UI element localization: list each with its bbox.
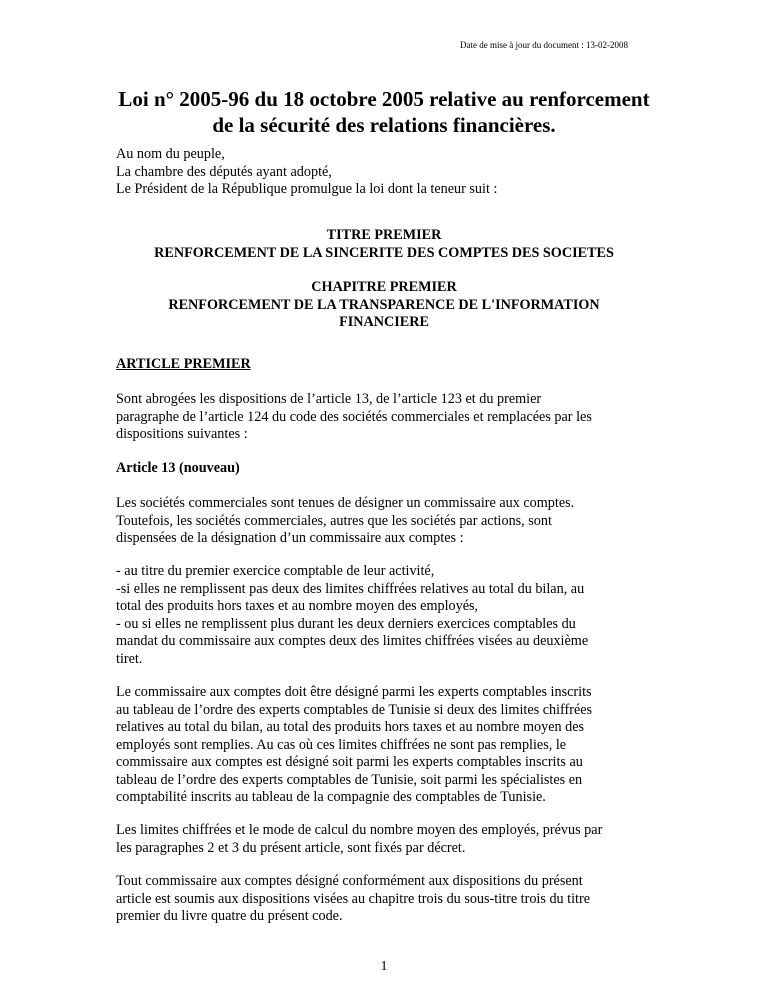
paragraph-4 [116,684,656,807]
text-line: - ou si elles ne remplissent plus durant les deux derniers exercices comptables du [116,615,576,632]
text-line: article est soumis aux dispositions visées au chapitre trois du sous-titre trois du titre [116,890,591,907]
chapitre-line: FINANCIERE [339,314,429,330]
text-line: -si elles ne remplissent pas deux des limites chiffrées relatives au total du bilan, au [116,580,585,597]
update-date: Date de mise à jour du document : 13-02-2008 [460,40,628,50]
sub-article-heading: Article 13 (nouveau) [116,460,240,476]
text-line: tableau de l’ordre des experts comptables de Tunisie, soit parmi les spécialistes en [116,771,583,788]
text-line: paragraphe de l’article 124 du code des sociétés commerciales et remplacées par les [116,408,592,425]
chapitre-line: RENFORCEMENT DE LA TRANSPARENCE DE L'INFORMATION [168,296,600,313]
article-heading: ARTICLE PREMIER [116,356,251,372]
chapitre-heading [60,279,708,332]
text-line: tiret. [116,650,143,667]
text-line: comptabilité inscrits au tableau de la compagnie des comptables de Tunisie. [116,789,546,805]
text-line: total des produits hors taxes et au nombre moyen des employés, [116,598,479,614]
law-title-line: de la sécurité des relations financières. [212,113,556,137]
paragraph-1 [116,391,656,444]
paragraph-6 [116,873,656,926]
paragraph-3 [116,563,656,668]
text-line: mandat du commissaire aux comptes deux des limites chiffrées visées au deuxième [116,633,589,649]
page-number: 1 [380,959,388,974]
preamble [116,146,656,199]
text-line: Les limites chiffrées et le mode de calcul du nombre moyen des employés, prévus par [116,822,603,838]
text-line: Sont abrogées les dispositions de l’article 13, de l’article 123 et du premier [116,391,542,407]
paragraph-5 [116,822,656,857]
text-line: Les sociétés commerciales sont tenues de désigner un commissaire aux comptes. [116,495,575,511]
law-title-line: Loi n° 2005-96 du 18 octobre 2005 relative au renforcement [118,87,650,111]
paragraph-2 [116,495,656,548]
text-line: employés sont remplies. Au cas où ces limites chiffrées ne sont pas remplies, le [116,736,567,753]
text-line: - au titre du premier exercice comptable de leur activité, [116,563,435,579]
text-line: relatives au total du bilan, au total des produits hors taxes et au nombre moyen des [116,719,585,735]
titre-line: TITRE PREMIER [326,227,442,243]
law-title [60,86,708,138]
text-line: dispositions suivantes : [116,426,248,442]
text-line: commissaire aux comptes est désigné soit parmi les experts comptables inscrits au [116,754,583,770]
titre-heading [60,227,708,262]
preamble-line: Le Président de la République promulgue la loi dont la teneur suit : [116,181,498,197]
preamble-line: La chambre des députés ayant adopté, [116,163,332,180]
titre-line: RENFORCEMENT DE LA SINCERITE DES COMPTES DES SOCIETES [154,244,614,261]
text-line: Toutefois, les sociétés commerciales, autres que les sociétés par actions, sont [116,512,552,529]
text-line: au tableau de l’ordre des experts comptables de Tunisie si deux des limites chiffrées [116,701,593,718]
text-line: premier du livre quatre du présent code. [116,908,343,924]
text-line: dispensées de la désignation d’un commissaire aux comptes : [116,530,464,546]
text-line: Le commissaire aux comptes doit être désigné parmi les experts comptables inscrits [116,684,592,700]
text-line: Tout commissaire aux comptes désigné conformément aux dispositions du présent [116,873,583,889]
text-line: les paragraphes 2 et 3 du présent article, sont fixés par décret. [116,839,466,856]
chapitre-line: CHAPITRE PREMIER [311,279,457,295]
preamble-line: Au nom du peuple, [116,146,225,162]
